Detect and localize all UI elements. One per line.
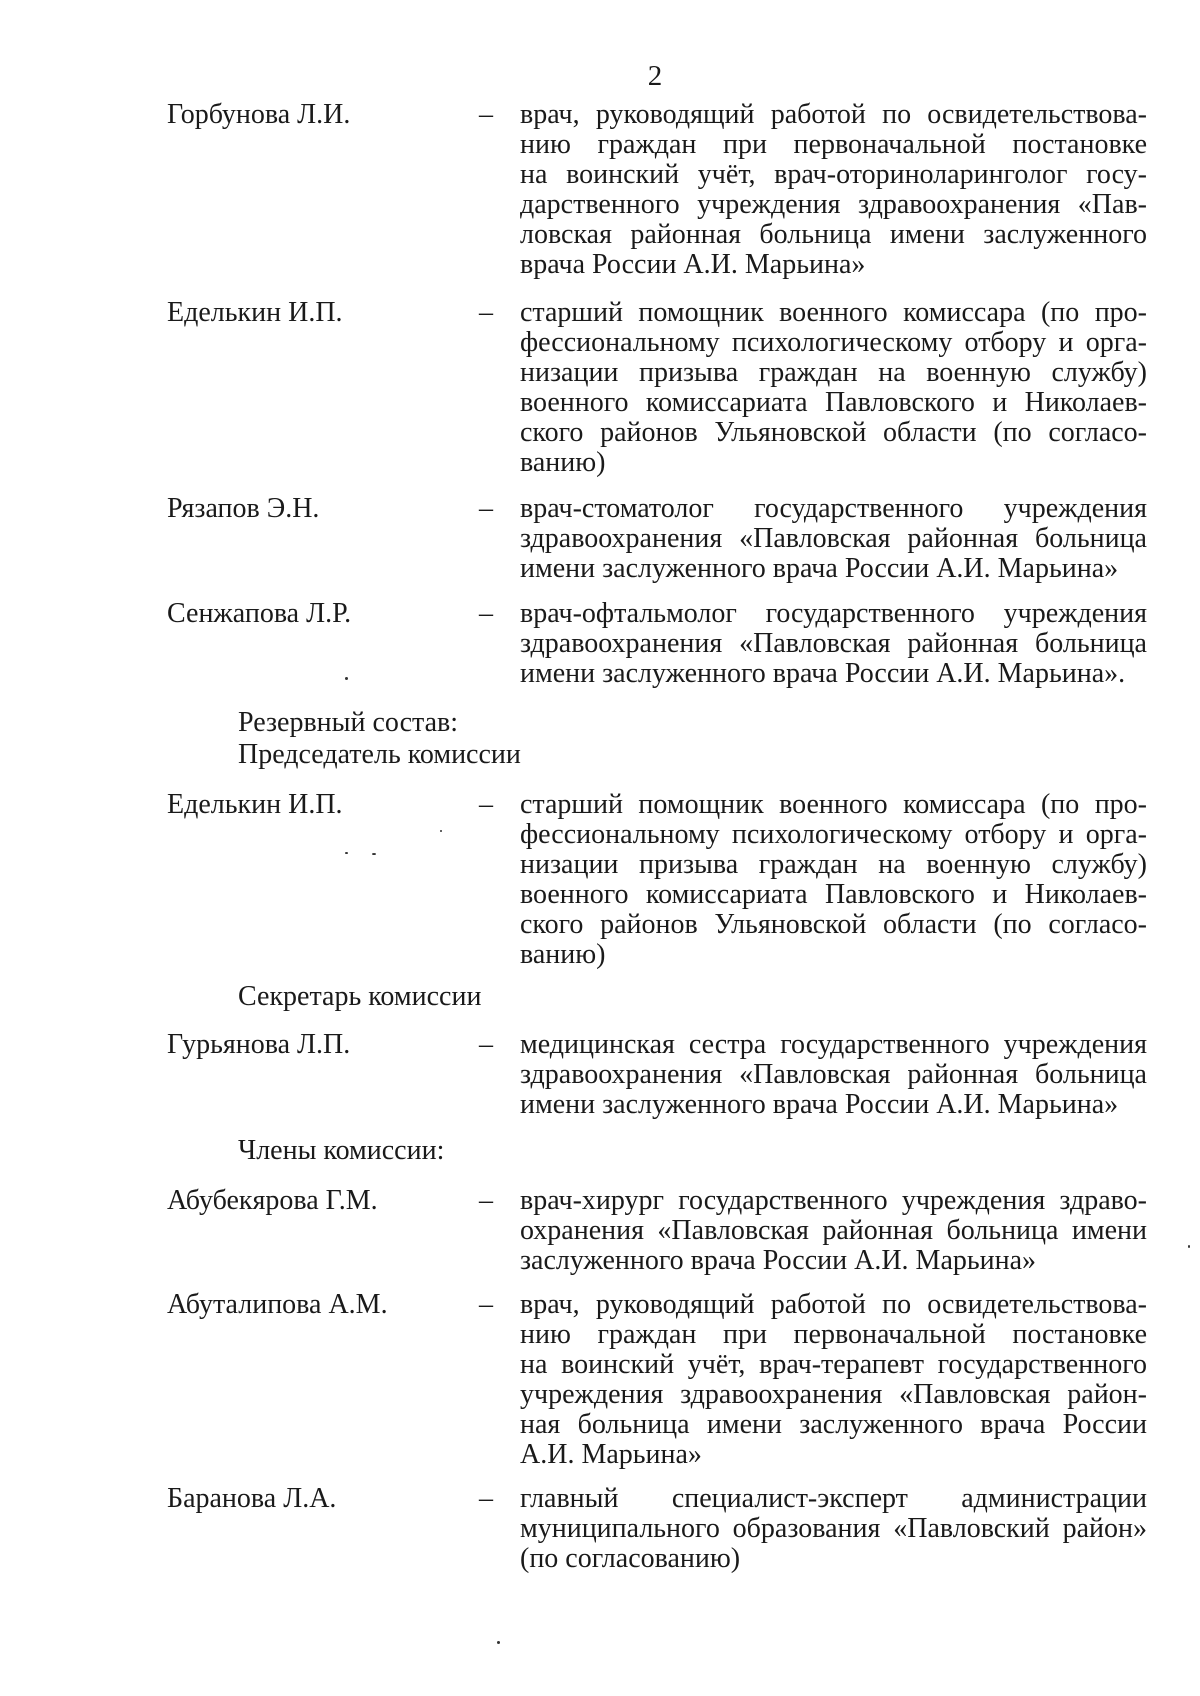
- entry-dash: –: [479, 598, 493, 629]
- description-line: военного комиссариата Павловского и Николаев-: [520, 387, 1147, 418]
- description-line: на воинский учёт, врач-оториноларинголог госу-: [520, 159, 1147, 190]
- entry-description: [520, 298, 1147, 478]
- scan-speck: [345, 852, 348, 854]
- scan-speck: [345, 677, 348, 680]
- description-line: врач, руководящий работой по освидетельствова-: [520, 99, 1147, 130]
- description-line: имени заслуженного врача России А.И. Марьина»: [520, 553, 1119, 584]
- chairman-heading: Председатель комиссии: [238, 739, 521, 770]
- entry-description: [520, 1290, 1147, 1470]
- description-line: низации призыва граждан на военную службу): [520, 849, 1147, 880]
- entry-chairman: [167, 790, 1147, 970]
- entry-dash: –: [479, 493, 493, 524]
- entry-description: [520, 494, 1147, 584]
- entry-dash: –: [479, 1483, 493, 1514]
- entry-dash: –: [479, 99, 493, 130]
- description-line: охранения «Павловская районная больница имени: [520, 1215, 1147, 1246]
- entry-secretary: [167, 1030, 1147, 1120]
- entry-dash: –: [479, 1289, 493, 1320]
- description-line: военного комиссариата Павловского и Николаев-: [520, 879, 1147, 910]
- description-line: медицинская сестра государственного учреждения: [520, 1029, 1147, 1060]
- description-line: заслуженного врача России А.И. Марьина»: [520, 1245, 1037, 1276]
- entry-name: Сенжапова Л.Р.: [167, 598, 352, 629]
- entry-name: Еделькин И.П.: [167, 297, 343, 328]
- description-line: имени заслуженного врача России А.И. Марьина»: [520, 1089, 1119, 1120]
- entry-abubekyarova: [167, 1186, 1147, 1276]
- entry-senzhapova: [167, 599, 1147, 689]
- entry-edelkin: [167, 298, 1147, 478]
- entry-dash: –: [479, 1185, 493, 1216]
- description-line: здравоохранения «Павловская районная больница: [520, 523, 1147, 554]
- scan-speck: [1188, 1245, 1190, 1248]
- entry-dash: –: [479, 297, 493, 328]
- members-heading: Члены комиссии:: [238, 1135, 445, 1166]
- description-line: муниципального образования «Павловский район»: [520, 1513, 1147, 1544]
- description-line: низации призыва граждан на военную службу): [520, 357, 1147, 388]
- entry-name: Рязапов Э.Н.: [167, 493, 320, 524]
- description-line: фессиональному психологическому отбору и орга-: [520, 819, 1147, 850]
- entry-description: [520, 1030, 1147, 1120]
- entry-description: [520, 599, 1147, 689]
- entry-description: [520, 100, 1147, 280]
- description-line: врач-офтальмолог государственного учреждения: [520, 598, 1147, 629]
- description-line: ского районов Ульяновской области (по согласо-: [520, 909, 1147, 940]
- entry-dash: –: [479, 1029, 493, 1060]
- page-number: 2: [647, 60, 663, 92]
- entry-description: [520, 790, 1147, 970]
- entry-name: Горбунова Л.И.: [167, 99, 351, 130]
- reserve-heading: Резервный состав:: [238, 707, 459, 738]
- description-line: ванию): [520, 447, 606, 478]
- description-line: здравоохранения «Павловская районная больница: [520, 1059, 1147, 1090]
- description-line: А.И. Марьина»: [520, 1439, 702, 1470]
- scan-speck: [372, 853, 376, 855]
- description-line: на воинский учёт, врач-терапевт государственного: [520, 1349, 1147, 1380]
- description-line: фессиональному психологическому отбору и орга-: [520, 327, 1147, 358]
- description-line: (по согласованию): [520, 1543, 741, 1574]
- entry-name: Гурьянова Л.П.: [167, 1029, 351, 1060]
- entry-name: Абубекярова Г.М.: [167, 1185, 378, 1216]
- description-line: дарственного учреждения здравоохранения «Пав-: [520, 189, 1147, 220]
- entry-abutalipova: [167, 1290, 1147, 1470]
- description-line: врач-стоматолог государственного учреждения: [520, 493, 1147, 524]
- entry-dash: –: [479, 789, 493, 820]
- description-line: имени заслуженного врача России А.И. Марьина».: [520, 658, 1126, 689]
- description-line: учреждения здравоохранения «Павловская район-: [520, 1379, 1147, 1410]
- description-line: врач-хирург государственного учреждения здраво-: [520, 1185, 1147, 1216]
- secretary-heading: Секретарь комиссии: [238, 981, 482, 1012]
- scan-speck: [440, 830, 442, 832]
- description-line: ванию): [520, 939, 606, 970]
- description-line: ловская районная больница имени заслуженного: [520, 219, 1147, 250]
- entry-name: Баранова Л.А.: [167, 1483, 337, 1514]
- description-line: нию граждан при первоначальной постановке: [520, 1319, 1147, 1350]
- description-line: ского районов Ульяновской области (по согласо-: [520, 417, 1147, 448]
- description-line: ная больница имени заслуженного врача России: [520, 1409, 1147, 1440]
- entry-ryazapov: [167, 494, 1147, 584]
- entry-name: Еделькин И.П.: [167, 789, 343, 820]
- entry-gorbunova: [167, 100, 1147, 280]
- entry-description: [520, 1484, 1147, 1574]
- description-line: врач, руководящий работой по освидетельствова-: [520, 1289, 1147, 1320]
- description-line: врача России А.И. Марьина»: [520, 249, 866, 280]
- entry-description: [520, 1186, 1147, 1276]
- description-line: старший помощник военного комиссара (по про-: [520, 789, 1147, 820]
- description-line: старший помощник военного комиссара (по про-: [520, 297, 1147, 328]
- description-line: нию граждан при первоначальной постановке: [520, 129, 1147, 160]
- description-line: здравоохранения «Павловская районная больница: [520, 628, 1147, 659]
- scan-speck: [497, 1641, 500, 1644]
- description-line: главный специалист-эксперт администрации: [520, 1483, 1147, 1514]
- entry-name: Абуталипова А.М.: [167, 1289, 388, 1320]
- entry-baranova: [167, 1484, 1147, 1574]
